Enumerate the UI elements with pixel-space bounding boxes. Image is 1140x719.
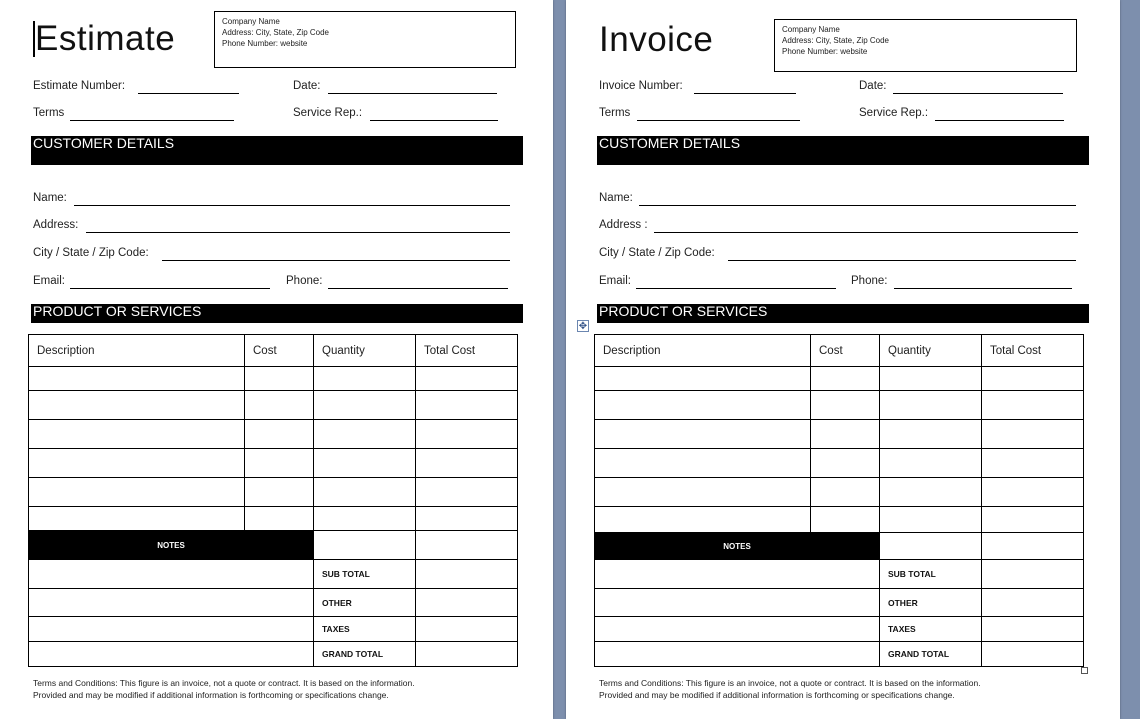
table-cell[interactable] <box>982 391 1084 420</box>
col-total-cost: Total Cost <box>416 335 518 367</box>
page-gutter <box>553 0 566 719</box>
date-label: Date: <box>293 80 321 92</box>
table-cell[interactable] <box>811 367 880 391</box>
table-cell[interactable] <box>29 449 245 478</box>
notes-cell[interactable] <box>595 589 880 617</box>
customer-email-line[interactable] <box>636 288 836 289</box>
col-cost: Cost <box>245 335 314 367</box>
col-description: Description <box>29 335 245 367</box>
table-cell[interactable] <box>314 478 416 507</box>
terms-line-1: Terms and Conditions: This figure is an invoice, not a quote or contract. It is based on the information. <box>33 678 415 688</box>
company-contact: Phone Number: website <box>222 39 308 48</box>
customer-city-line[interactable] <box>728 260 1076 261</box>
terms-line-2: Provided and may be modified if additional information is forthcoming or specifications change. <box>33 690 389 700</box>
notes-cell[interactable] <box>595 617 880 642</box>
sub-total-label: SUB TOTAL <box>880 560 982 589</box>
table-cell[interactable] <box>982 507 1084 533</box>
table-cell[interactable] <box>982 420 1084 449</box>
table-cell[interactable] <box>880 449 982 478</box>
col-quantity: Quantity <box>880 335 982 367</box>
grand-total-label: GRAND TOTAL <box>314 642 416 667</box>
table-cell[interactable] <box>595 507 811 533</box>
other-label: OTHER <box>880 589 982 617</box>
sub-total-label: SUB TOTAL <box>314 560 416 589</box>
table-cell[interactable] <box>982 533 1084 560</box>
terms-line[interactable] <box>637 120 800 121</box>
table-cell[interactable] <box>811 391 880 420</box>
customer-details-header <box>31 136 523 165</box>
products-header-label: PRODUCT OR SERVICES <box>599 303 768 319</box>
grand-total-value[interactable] <box>416 642 518 667</box>
table-cell[interactable] <box>416 391 518 420</box>
col-description: Description <box>595 335 811 367</box>
table-cell[interactable] <box>245 478 314 507</box>
estimate-number-label: Estimate Number: <box>33 80 126 92</box>
customer-city-line[interactable] <box>162 260 510 261</box>
table-cell[interactable] <box>982 449 1084 478</box>
table-cell[interactable] <box>811 420 880 449</box>
table-cell[interactable] <box>29 367 245 391</box>
invoice-number-line[interactable] <box>694 93 796 94</box>
table-cell[interactable] <box>880 533 982 560</box>
customer-name-line[interactable] <box>639 205 1076 206</box>
customer-details-label: CUSTOMER DETAILS <box>33 135 175 151</box>
products-header-label: PRODUCT OR SERVICES <box>33 303 202 319</box>
company-contact: Phone Number: website <box>782 47 868 56</box>
table-cell[interactable] <box>314 391 416 420</box>
table-cell[interactable] <box>595 367 811 391</box>
table-cell[interactable] <box>595 391 811 420</box>
taxes-label: TAXES <box>314 617 416 642</box>
table-cell[interactable] <box>982 478 1084 507</box>
table-cell[interactable] <box>314 531 416 560</box>
table-cell[interactable] <box>811 449 880 478</box>
customer-details-label: CUSTOMER DETAILS <box>599 135 741 151</box>
table-cell[interactable] <box>245 449 314 478</box>
customer-phone-line[interactable] <box>328 288 508 289</box>
table-cell[interactable] <box>416 507 518 531</box>
table-cell[interactable] <box>595 420 811 449</box>
table-cell[interactable] <box>245 391 314 420</box>
service-rep-line[interactable] <box>935 120 1064 121</box>
table-cell[interactable] <box>29 507 245 531</box>
table-cell[interactable] <box>314 507 416 531</box>
table-cell[interactable] <box>416 449 518 478</box>
document-title: Estimate <box>35 19 176 58</box>
company-info-box[interactable] <box>774 19 1077 72</box>
table-cell[interactable] <box>880 507 982 533</box>
invoice-page[interactable] <box>566 0 1120 719</box>
notes-header: NOTES <box>29 531 314 560</box>
table-cell[interactable] <box>880 391 982 420</box>
notes-cell[interactable] <box>595 560 880 589</box>
table-cell[interactable] <box>416 531 518 560</box>
notes-cell[interactable] <box>29 589 314 617</box>
other-label: OTHER <box>314 589 416 617</box>
notes-cell[interactable] <box>29 617 314 642</box>
table-cell[interactable] <box>245 367 314 391</box>
terms-and-conditions <box>33 677 415 701</box>
company-address: Address: City, State, Zip Code <box>782 36 890 45</box>
table-cell[interactable] <box>811 507 880 533</box>
table-cell[interactable] <box>880 367 982 391</box>
date-line[interactable] <box>893 93 1063 94</box>
table-cell[interactable] <box>416 367 518 391</box>
table-cell[interactable] <box>314 449 416 478</box>
table-cell[interactable] <box>595 478 811 507</box>
table-cell[interactable] <box>880 478 982 507</box>
other-value[interactable] <box>416 589 518 617</box>
col-cost: Cost <box>811 335 880 367</box>
customer-email-line[interactable] <box>70 288 270 289</box>
table-cell[interactable] <box>245 507 314 531</box>
service-rep-label: Service Rep.: <box>859 107 929 119</box>
resize-handle-icon[interactable] <box>1081 667 1088 674</box>
table-cell[interactable] <box>416 420 518 449</box>
terms-line-2: Provided and may be modified if additional information is forthcoming or specifications change. <box>599 690 955 700</box>
col-total-cost: Total Cost <box>982 335 1084 367</box>
invoice-number-label: Invoice Number: <box>599 80 683 92</box>
table-cell[interactable] <box>29 420 245 449</box>
grand-total-value[interactable] <box>982 642 1084 667</box>
company-address: Address: City, State, Zip Code <box>222 28 330 37</box>
terms-label: Terms <box>33 107 65 119</box>
notes-header: NOTES <box>595 533 880 560</box>
products-table[interactable] <box>28 334 518 667</box>
company-name: Company Name <box>782 25 840 34</box>
company-info-box[interactable] <box>214 11 516 68</box>
customer-details-header <box>597 136 1089 165</box>
grand-total-label: GRAND TOTAL <box>880 642 982 667</box>
notes-cell[interactable] <box>29 560 314 589</box>
taxes-label: TAXES <box>880 617 982 642</box>
terms-label: Terms <box>599 107 631 119</box>
terms-line-1: Terms and Conditions: This figure is an invoice, not a quote or contract. It is based on the information. <box>599 678 981 688</box>
document-title: Invoice <box>599 20 714 59</box>
customer-phone-label: Phone: <box>286 275 323 287</box>
page-gutter-right <box>1120 0 1140 719</box>
customer-email-label: Email: <box>599 275 631 287</box>
service-rep-label: Service Rep.: <box>293 107 363 119</box>
table-cell[interactable] <box>880 420 982 449</box>
customer-city-label: City / State / Zip Code: <box>33 247 149 259</box>
date-label: Date: <box>859 80 887 92</box>
table-cell[interactable] <box>595 449 811 478</box>
customer-name-label: Name: <box>33 192 67 204</box>
table-cell[interactable] <box>314 420 416 449</box>
terms-and-conditions <box>599 677 981 701</box>
customer-phone-line[interactable] <box>894 288 1072 289</box>
estimate-page[interactable] <box>0 0 553 719</box>
customer-address-label: Address : <box>599 219 648 231</box>
notes-cell[interactable] <box>595 642 880 667</box>
taxes-value[interactable] <box>416 617 518 642</box>
other-value[interactable] <box>982 589 1084 617</box>
table-cell[interactable] <box>314 367 416 391</box>
customer-address-line[interactable] <box>86 232 510 233</box>
terms-line[interactable] <box>70 120 234 121</box>
products-header <box>597 304 1089 323</box>
service-rep-line[interactable] <box>370 120 498 121</box>
customer-phone-label: Phone: <box>851 275 888 287</box>
customer-name-label: Name: <box>599 192 633 204</box>
sub-total-value[interactable] <box>982 560 1084 589</box>
col-quantity: Quantity <box>314 335 416 367</box>
customer-name-line[interactable] <box>74 205 510 206</box>
table-cell[interactable] <box>245 420 314 449</box>
taxes-value[interactable] <box>982 617 1084 642</box>
table-cell[interactable] <box>29 391 245 420</box>
products-table[interactable] <box>594 334 1084 667</box>
table-cell[interactable] <box>416 478 518 507</box>
estimate-number-line[interactable] <box>138 93 239 94</box>
customer-city-label: City / State / Zip Code: <box>599 247 715 259</box>
customer-address-line[interactable] <box>654 232 1078 233</box>
customer-email-label: Email: <box>33 275 65 287</box>
sub-total-value[interactable] <box>416 560 518 589</box>
table-cell[interactable] <box>811 478 880 507</box>
customer-address-label: Address: <box>33 219 79 231</box>
move-icon[interactable]: ✥ <box>578 321 588 332</box>
products-header <box>31 304 523 323</box>
table-cell[interactable] <box>29 478 245 507</box>
table-cell[interactable] <box>982 367 1084 391</box>
company-name: Company Name <box>222 17 280 26</box>
date-line[interactable] <box>328 93 497 94</box>
notes-cell[interactable] <box>29 642 314 667</box>
